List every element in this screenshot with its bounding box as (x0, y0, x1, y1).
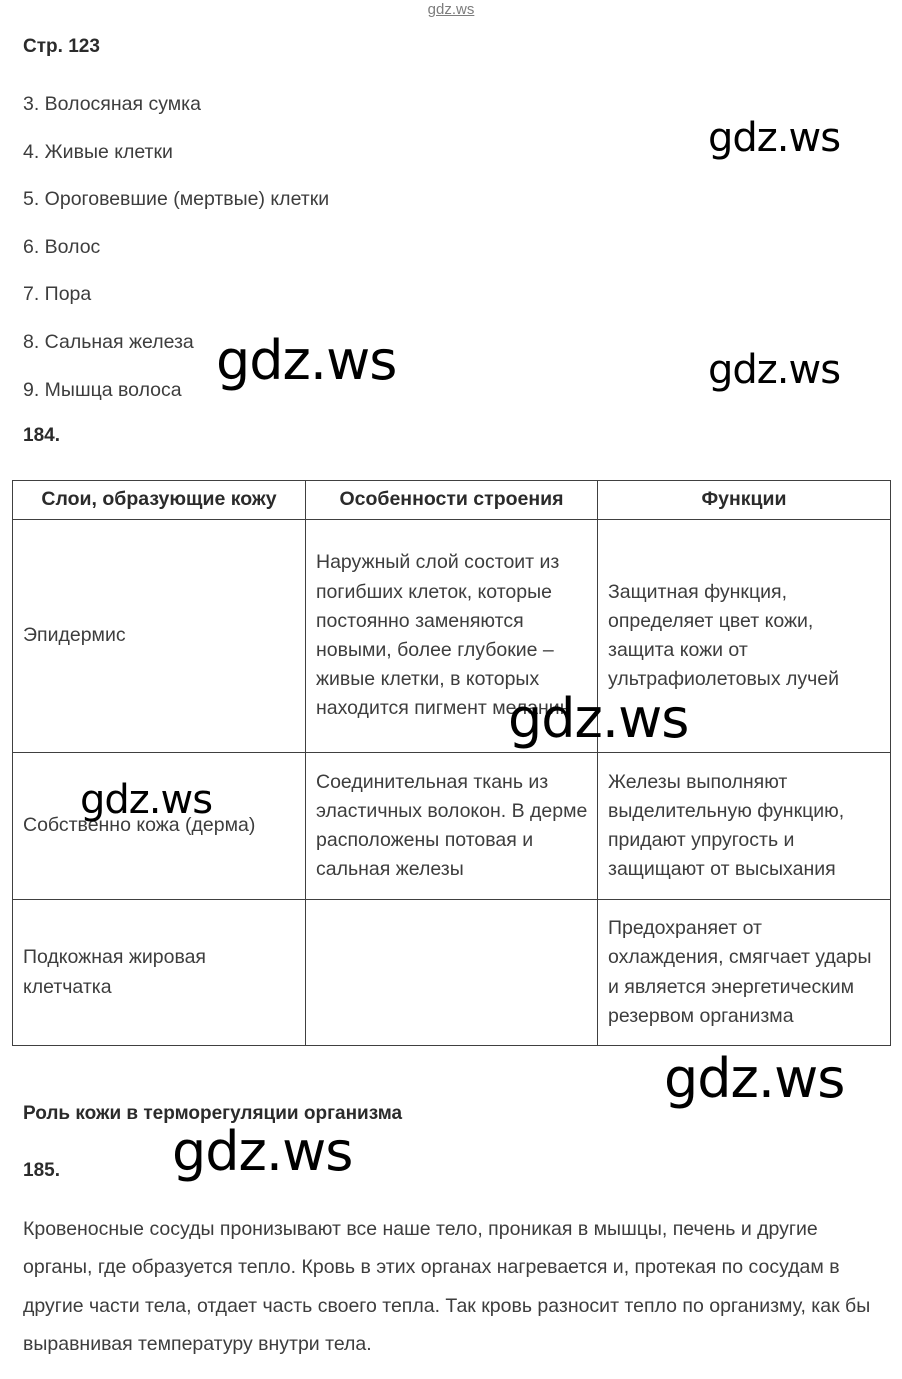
cell-function: Железы выполняют выделительную функцию, придают упругость и защищают от высыхания (598, 753, 891, 900)
list-item: 7. Пора (23, 283, 92, 306)
header-functions: Функции (598, 481, 891, 520)
skin-layers-table (12, 480, 891, 1046)
cell-structure: Соединительная ткань из эластичных волокон. В дерме расположены потовая и сальная железы (306, 753, 598, 900)
cell-function: Предохраняет от охлаждения, смягчает удары и является энергетическим резервом организма (598, 900, 891, 1046)
list-item: 5. Ороговевшие (мертвые) клетки (23, 188, 330, 211)
task-number-185: 185. (23, 1160, 60, 1181)
header-layers: Слои, образующие кожу (13, 481, 306, 520)
task-number-184: 184. (23, 425, 60, 446)
watermark: gdz.ws (172, 1120, 353, 1183)
cell-structure (306, 900, 598, 1046)
answer-paragraph: Кровеносные сосуды пронизывают все наше тело, проникая в мышцы, печень и другие органы, где образуется тепло. Кровь в этих органах нагревается и, протекая по сосудам в другие части тела, отдает часть своего тепла. Так кровь разносит тепло по организму, как бы выравнивая температуру внутри тела. (23, 1218, 871, 1355)
list-item: 9. Мышца волоса (23, 378, 182, 401)
watermark: gdz.ws (664, 1047, 845, 1110)
cell-layer: Эпидермис (13, 520, 306, 753)
watermark: gdz.ws (508, 687, 689, 750)
cell-layer: Собственно кожа (дерма) (13, 753, 306, 900)
list-item: 6. Волос (23, 235, 101, 258)
watermark: gdz.ws (708, 115, 841, 161)
table-row (13, 753, 891, 900)
top-watermark-link[interactable]: gdz.ws (427, 1, 475, 18)
list-item: 8. Сальная железа (23, 330, 194, 353)
watermark: gdz.ws (216, 329, 397, 392)
table-header-row (13, 481, 891, 520)
watermark: gdz.ws (80, 777, 213, 823)
watermark: gdz.ws (708, 347, 841, 393)
list-item: 4. Живые клетки (23, 140, 173, 163)
table-row (13, 520, 891, 753)
page-heading: Стр. 123 (23, 36, 100, 57)
cell-function: Защитная функция, определяет цвет кожи, защита кожи от ультрафиолетовых лучей (598, 520, 891, 753)
table-row (13, 900, 891, 1046)
header-structure: Особенности строения (306, 481, 598, 520)
list-item: 3. Волосяная сумка (23, 93, 201, 115)
cell-layer: Подкожная жировая клетчатка (13, 900, 306, 1046)
section-heading: Роль кожи в терморегуляции организма (23, 1103, 403, 1124)
cell-structure: Наружный слой состоит из погибших клеток, которые постоянно заменяются новыми, более глубокие – живые клетки, в которых находится пигмент меланин (306, 520, 598, 753)
